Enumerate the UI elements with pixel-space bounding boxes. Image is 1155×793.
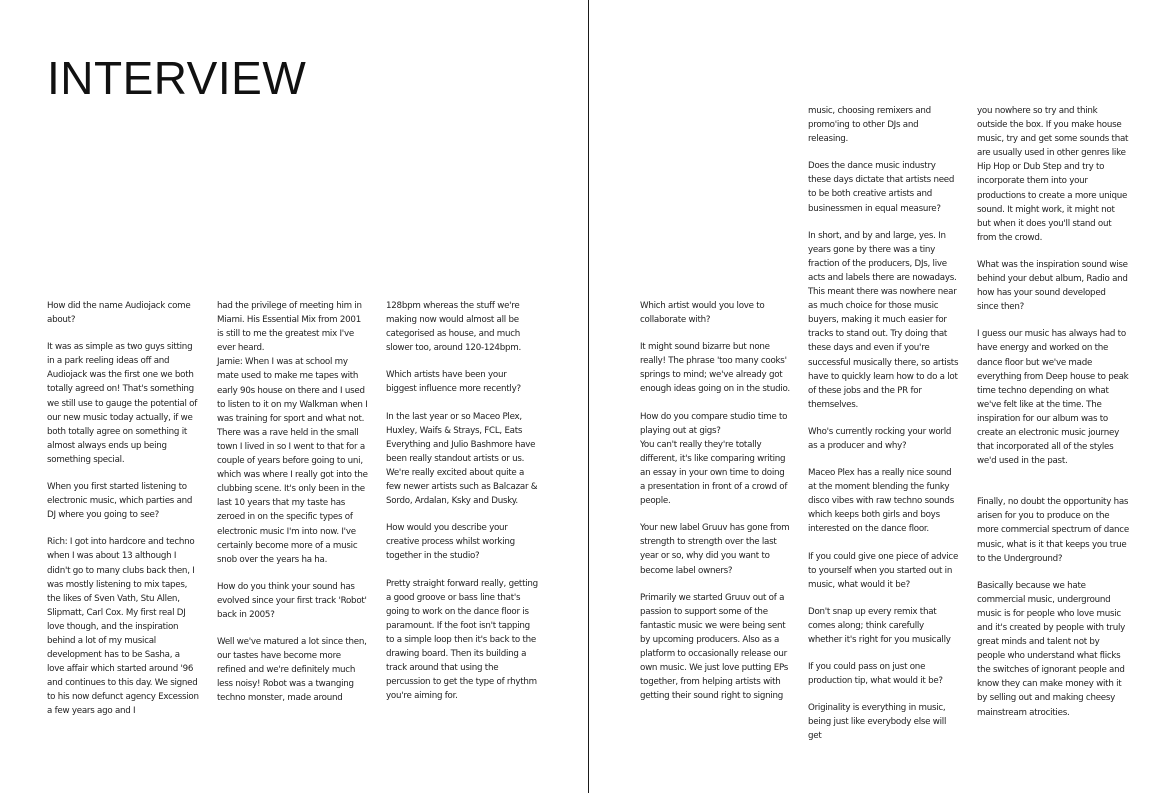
answer-paragraph: Primarily we started Gruuv out of a passion to support some of the fantastic music we were being sent by upcoming producers. Also as a platform to occasionally release our own music. We just love putting EPs together, from helping artists with getting their sound right to signing bbox=[640, 592, 789, 702]
question-paragraph: Which artists have been your biggest influence more recently? bbox=[386, 370, 521, 395]
text-column-5 bbox=[808, 104, 960, 744]
text-column-6 bbox=[977, 104, 1129, 720]
question-paragraph: Your new label Gruuv has gone from strength to strength over the last year or so, why did you want to become label owners? bbox=[640, 523, 790, 576]
answer-paragraph: You can't really they're totally different, it's like comparing writing an essay in your own time to doing a presentation in front of a crowd of people. bbox=[640, 439, 788, 507]
question-paragraph: How would you describe your creative process whilst working together in the studio? bbox=[386, 523, 515, 562]
question-paragraph: Which artist would you love to collaborate with? bbox=[640, 301, 765, 326]
text-column-4 bbox=[640, 299, 792, 703]
answer-paragraph: Basically because we hate commercial music, underground music is for people who love music and it's created by people with truly great minds and talent not by people who understand what flicks the switches of ignorant people and know they can make money with it by selling out and making cheesy mainstream atrocities. bbox=[977, 580, 1126, 718]
text-column-3 bbox=[386, 299, 538, 703]
question-paragraph: If you could give one piece of advice to yourself when you started out in music, what would it be? bbox=[808, 551, 959, 590]
answer-paragraph: Originality is everything in music, being just like everybody else will get bbox=[808, 703, 947, 742]
answer-paragraph: you nowhere so try and think outside the box. If you make house music, try and get some sounds that are usually used in other genres like Hip Hop or Dub Step and try to incorporate them into your productions to create a more unique sound. It might work, it might not but when it does you'll stand out from the crowd. bbox=[977, 106, 1129, 243]
answer-paragraph: Don't snap up every remix that comes along; think carefully whether it's right for you musically bbox=[808, 606, 951, 645]
question-paragraph: When you first started listening to electronic music, which parties and DJ where you going to see? bbox=[47, 482, 193, 521]
text-column-1 bbox=[47, 299, 199, 719]
answer-paragraph: 128bpm whereas the stuff we're making now would almost all be categorised as house, and much slower too, around 120-124bpm. bbox=[386, 301, 521, 354]
text-column-2 bbox=[217, 299, 369, 706]
question-paragraph: How do you think your sound has evolved since your first track 'Robot' back in 2005? bbox=[217, 581, 367, 620]
question-paragraph: Who's currently rocking your world as a producer and why? bbox=[808, 426, 952, 451]
answer-paragraph: I guess our music has always had to have energy and worked on the dance floor but we've made everything from Deep house to peak time techno depending on what we've felt like at the time. The inspiration for our album was to create an electronic music journey that incorporated all of the styles we'd used in the past. bbox=[977, 329, 1129, 467]
question-paragraph: How do you compare studio time to playing out at gigs? bbox=[640, 411, 788, 436]
question-paragraph: How did the name Audiojack come about? bbox=[47, 301, 191, 326]
page-title: INTERVIEW bbox=[47, 52, 307, 104]
answer-paragraph: Jamie: When I was at school my mate used to make me tapes with early 90s house on there and I used to listen to it on my Walkman when I was training for sport and what not. There was a rave held in the small town I lived in so I went to that for a couple of years before going to uni, which was where I really got into the clubbing scene. It's only been in the last 10 years that my taste has zeroed in on the specific types of electronic music I'm into now. I've certainly become more of a music snob over the years ha ha. bbox=[217, 357, 368, 565]
answer-paragraph: In the last year or so Maceo Plex, Huxley, Waifs & Strays, FCL, Eats Everything and Julio Bashmore have been really standout artists or us. We're really excited about quite a few newer artists such as Balcazar & Sordo, Ardalan, Ksky and Dusky. bbox=[386, 411, 538, 507]
answer-paragraph: Rich: I got into hardcore and techno when I was about 13 although I didn't go to many clubs back then, I was mostly listening to mix tapes, the likes of Sven Vath, Stu Allen, Slipmatt, Carl Cox. My first real DJ love though, and the inspiration behind a lot of my musical development has to be Sasha, a love affair which started around '96 and continues to this day. We signed to his now defunct agency Excession a few years ago and I bbox=[47, 537, 199, 717]
answer-paragraph: It might sound bizarre but none really! The phrase 'too many cooks' springs to mind; we've already got enough ideas going on in the studio. bbox=[640, 342, 790, 395]
question-paragraph: If you could pass on just one production tip, what would it be? bbox=[808, 662, 943, 687]
answer-paragraph: It was as simple as two guys sitting in a park reeling ideas off and Audiojack was the first one we both totally agreed on! That's something we still use to gauge the potential of our new music today actually, if we both totally agree on something it almost always ends up being something special. bbox=[47, 342, 198, 465]
question-paragraph: Does the dance music industry these days dictate that artists need to be both creative artists and businessmen in equal measure? bbox=[808, 161, 955, 214]
answer-paragraph: Well we've matured a lot since then, our tastes have become more refined and we're definitely much less noisy! Robot was a twanging techno monster, made around bbox=[217, 637, 367, 704]
answer-paragraph: In short, and by and large, yes. In years gone by there was a tiny fraction of the producers, DJs, live acts and labels there are nowadays. This meant there was nowhere near as much choice for those music buyers, making it much easier for tracks to stand out. Try doing that these days and even if you're successful musically there, so artists have to quickly learn how to do a lot of these jobs and the PR for themselves. bbox=[808, 230, 959, 410]
answer-paragraph: Maceo Plex has a really nice sound at the moment blending the funky disco vibes with raw techno sounds which keeps both girls and boys interested on the dance floor. bbox=[808, 468, 954, 535]
answer-paragraph: music, choosing remixers and promo'ing to other DJs and releasing. bbox=[808, 106, 931, 145]
answer-paragraph: had the privilege of meeting him in Miami. His Essential Mix from 2001 is still to me the greatest mix I've ever heard. bbox=[217, 301, 362, 354]
question-paragraph: Finally, no doubt the opportunity has arisen for you to produce on the more commercial spectrum of dance music, what is it that keeps you true to the Underground? bbox=[977, 497, 1129, 564]
answer-paragraph: Pretty straight forward really, getting a good groove or bass line that's going to work on the dance floor is paramount. If the foot isn't tapping to a simple loop then it's back to the drawing board. Then its building a track around that using the percussion to get the type of rhythm you're aiming for. bbox=[386, 578, 538, 702]
spread-divider bbox=[588, 0, 589, 793]
question-paragraph: What was the inspiration sound wise behind your debut album, Radio and how has your sound developed since then? bbox=[977, 259, 1128, 313]
